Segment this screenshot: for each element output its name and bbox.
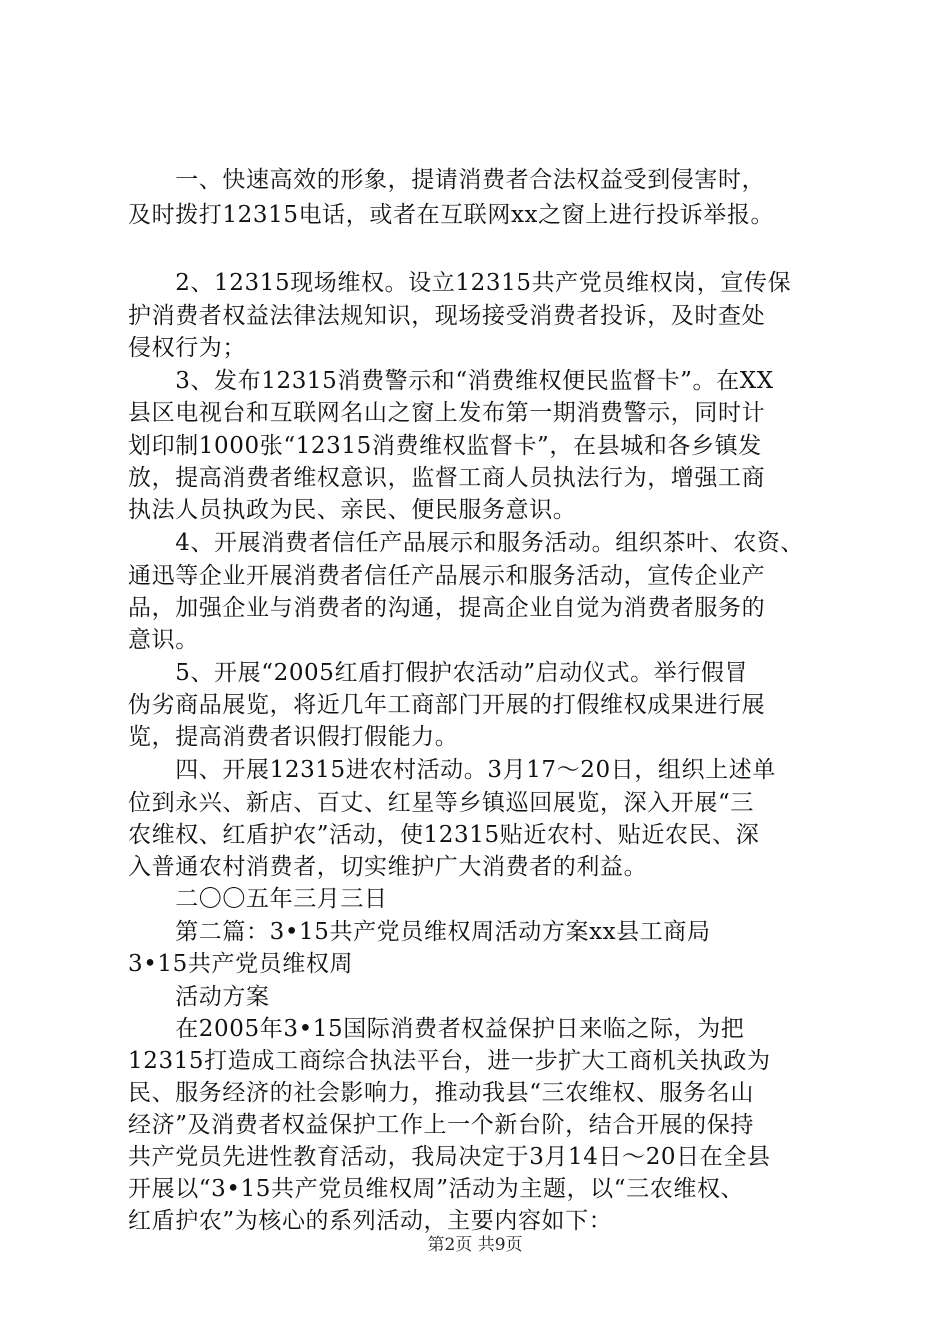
text-line: 执法人员执政为民、亲民、便民服务意识。 xyxy=(128,497,577,523)
text-line: 2、12315现场维权。设立12315共产党员维权岗，宣传保 xyxy=(128,270,792,296)
text-line: 品，加强企业与消费者的沟通，提高企业自觉为消费者服务的 xyxy=(128,595,766,621)
text-line: 共产党员先进性教育活动，我局决定于3月14日～20日在全县 xyxy=(128,1144,771,1170)
text-line: 划印制1000张“12315消费维权监督卡”，在县城和各乡镇发 xyxy=(128,433,762,459)
text-line: 县区电视台和互联网名山之窗上发布第一期消费警示，同时计 xyxy=(128,400,766,426)
text-line: 放，提高消费者维权意识，监督工商人员执法行为，增强工商 xyxy=(128,465,766,491)
text-line: 民、服务经济的社会影响力，推动我县“三农维权、服务名山 xyxy=(128,1080,754,1106)
page-footer: 第2页 共9页 xyxy=(427,1235,523,1255)
text-line: 开展以“3•15共产党员维权周”活动为主题，以“三农维权、 xyxy=(128,1176,745,1202)
text-line: 在2005年3•15国际消费者权益保护日来临之际，为把 xyxy=(128,1016,745,1042)
text-line: 四、开展12315进农村活动。3月17～20日，组织上述单 xyxy=(128,757,776,783)
text-line: 侵权行为； xyxy=(128,335,246,361)
text-line: 护消费者权益法律法规知识，现场接受消费者投诉，及时查处 xyxy=(128,303,766,329)
text-line: 一、快速高效的形象，提请消费者合法权益受到侵害时， xyxy=(128,167,766,193)
text-line: 通迅等企业开展消费者信任产品展示和服务活动，宣传企业产 xyxy=(128,563,766,589)
text-line: 位到永兴、新店、百丈、红星等乡镇巡回展览，深入开展“三 xyxy=(128,790,754,816)
text-line: 入普通农村消费者，切实维护广大消费者的利益。 xyxy=(128,854,648,880)
text-line: 3•15共产党员维权周 xyxy=(128,951,354,977)
text-line: 意识。 xyxy=(128,627,199,653)
text-line: 活动方案 xyxy=(128,984,270,1010)
text-line: 第二篇：3•15共产党员维权周活动方案xx县工商局 xyxy=(128,919,711,945)
text-line: 农维权、红盾护农”活动，使12315贴近农村、贴近农民、深 xyxy=(128,822,760,848)
text-line: 伪劣商品展览，将近几年工商部门开展的打假维权成果进行展 xyxy=(128,692,766,718)
text-line: 览，提高消费者识假打假能力。 xyxy=(128,724,459,750)
text-line: 经济”及消费者权益保护工作上一个新台阶，结合开展的保持 xyxy=(128,1112,754,1138)
text-line: 5、开展“2005红盾打假护农活动”启动仪式。举行假冒 xyxy=(128,660,749,686)
text-line: 12315打造成工商综合执法平台，进一步扩大工商机关执政为 xyxy=(128,1048,771,1074)
text-line: 二〇〇五年三月三日 xyxy=(128,886,388,912)
text-line: 4、开展消费者信任产品展示和服务活动。组织茶叶、农资、 xyxy=(128,530,805,556)
text-line: 3、发布12315消费警示和“消费维权便民监督卡”。在XX xyxy=(128,368,774,394)
text-line: 红盾护农”为核心的系列活动，主要内容如下： xyxy=(128,1208,613,1234)
text-line: 及时拨打12315电话，或者在互联网xx之窗上进行投诉举报。 xyxy=(128,202,775,228)
